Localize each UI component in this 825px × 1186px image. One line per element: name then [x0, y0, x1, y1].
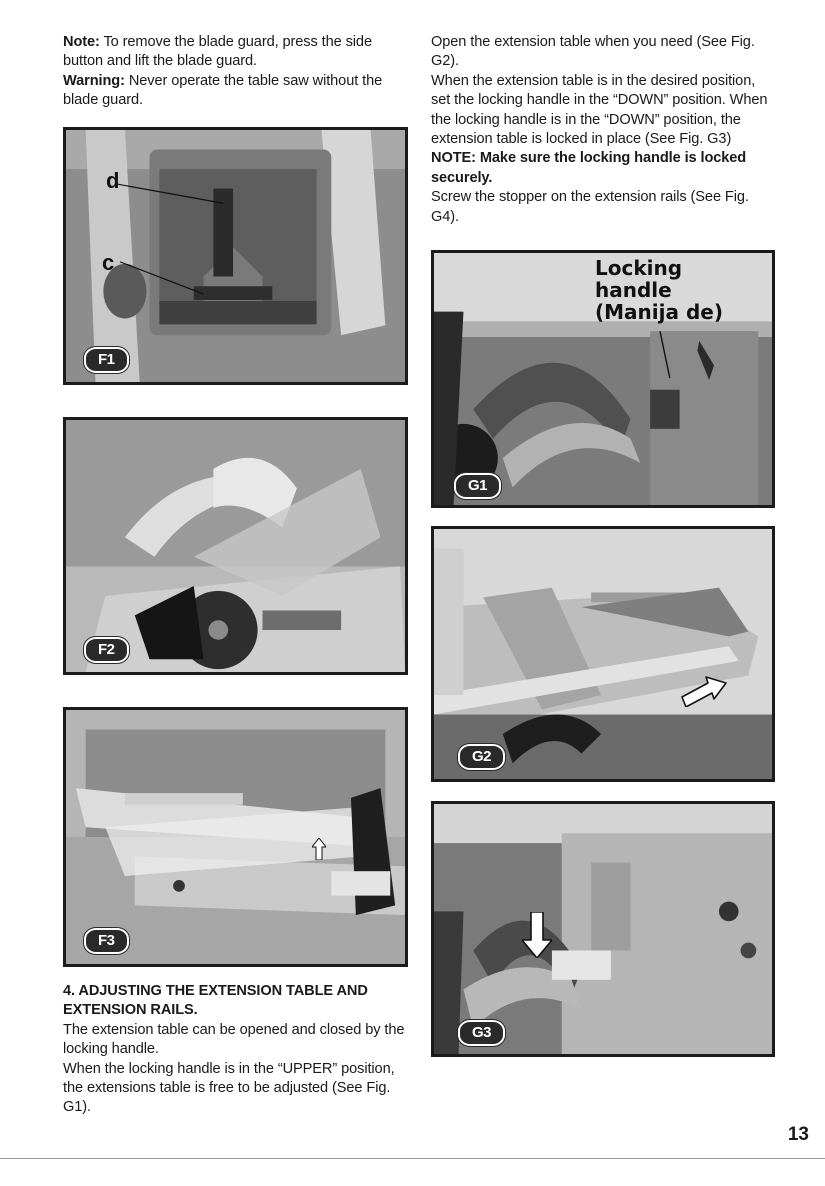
page-number: 13	[787, 1124, 809, 1145]
f2-lifting-guard-image	[66, 420, 405, 672]
left-intro-text	[63, 33, 408, 111]
section-para-1: The extension table can be opened and closed by the locking handle.	[63, 1021, 405, 1058]
g3-locking-handle-down-image	[434, 804, 772, 1054]
arrow-up-icon	[312, 838, 326, 860]
section-para-2: When the locking handle is in the “UPPER” position, the extensions table is free to be adjusted (See Fig. G1).	[63, 1060, 395, 1116]
locking-handle-label-line-3: (Manija de)	[595, 300, 723, 324]
figure-g1-photo	[431, 250, 775, 508]
figure-f1-photo	[63, 127, 408, 385]
section-text	[63, 982, 408, 1118]
bottom-rule	[0, 1158, 825, 1159]
callout-d: d	[106, 168, 120, 193]
right-line-1: Open the extension table when you need (See Fig. G2).	[431, 34, 755, 70]
warning-label: Warning:	[63, 72, 125, 89]
figure-f2-photo	[63, 417, 408, 675]
figure-g3-photo	[431, 801, 775, 1057]
right-line-3: Screw the stopper on the extension rails (See Fig. G4).	[431, 189, 749, 225]
warning-text: Never operate the table saw without the blade guard.	[63, 72, 383, 109]
figure-label-g1: G1	[454, 473, 501, 499]
figure-label-g3: G3	[458, 1020, 505, 1046]
arrow-right-outline-icon	[680, 673, 728, 707]
figure-label-g2: G2	[458, 744, 505, 770]
locking-handle-label-line-1: Locking	[595, 256, 683, 280]
note-label: Note:	[63, 34, 100, 50]
callout-c: c	[102, 250, 115, 275]
figure-label-f2: F2	[84, 637, 129, 663]
note-paragraph	[63, 33, 408, 72]
f3-guard-installed-image	[66, 710, 405, 964]
figure-g2-photo	[431, 526, 775, 782]
figure-label-f3: F3	[84, 928, 129, 954]
locking-handle-label	[595, 257, 723, 323]
locking-handle-label-line-2: handle	[595, 278, 672, 302]
right-intro-text	[431, 33, 769, 227]
figure-f3-photo	[63, 707, 408, 967]
g2-extension-table-open-image	[434, 529, 772, 779]
figure-label-f1: F1	[84, 347, 129, 373]
section-heading: 4. ADJUSTING THE EXTENSION TABLE AND EXTENSION RAILS.	[63, 983, 368, 1019]
right-line-2: When the extension table is in the desired position, set the locking handle in the “DOWN” position. When the locking handle is in the “DOWN” position, the extension table is locked in place (See Fig. G3)	[431, 72, 768, 148]
right-note-bold: NOTE: Make sure the locking handle is locked securely.	[431, 150, 747, 186]
note-text: To remove the blade guard, press the side button and lift the blade guard.	[63, 34, 372, 70]
warning-paragraph	[63, 72, 408, 111]
arrow-down-icon	[522, 912, 552, 958]
